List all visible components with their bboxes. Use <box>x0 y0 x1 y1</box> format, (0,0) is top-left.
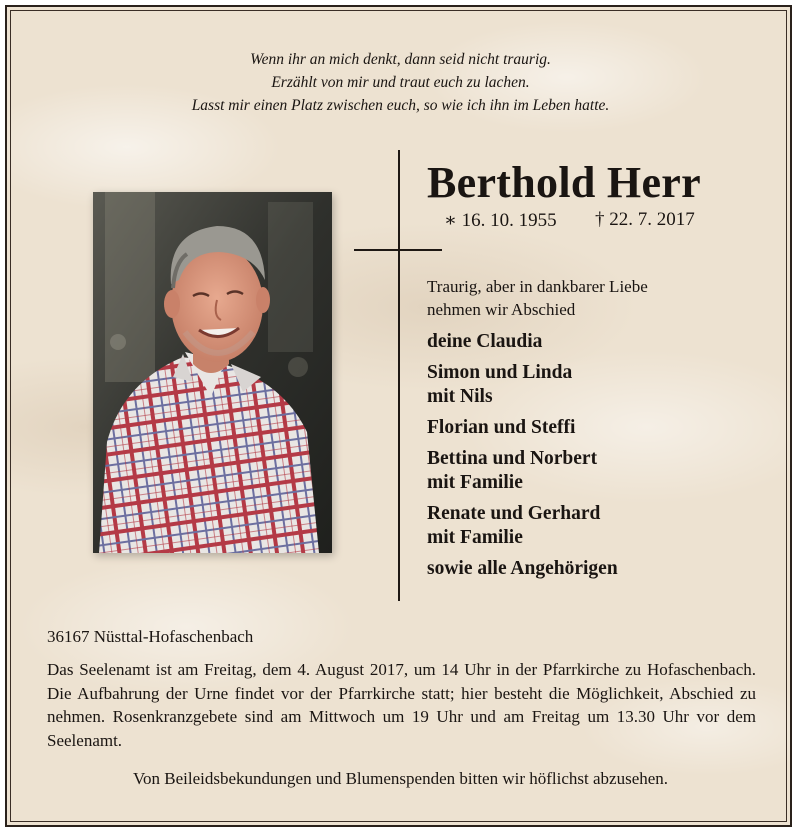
family-entry <box>427 416 618 440</box>
poem-line: Erzählt von mir und traut euch zu lachen. <box>271 74 530 91</box>
family-line: mit Nils <box>427 386 493 407</box>
obituary-card <box>5 5 792 827</box>
portrait-image <box>93 192 332 553</box>
death-date: † 22. 7. 2017 <box>595 209 695 230</box>
family-entry <box>427 361 618 409</box>
family-line: mit Familie <box>427 472 523 493</box>
family-line: deine Claudia <box>427 331 543 352</box>
family-line: Bettina und Norbert <box>427 448 598 469</box>
family-line: Florian und Steffi <box>427 417 576 438</box>
cross-vertical <box>398 150 400 601</box>
intro-text <box>427 275 648 321</box>
birth-date: ∗ 16. 10. 1955 <box>444 210 557 231</box>
family-entry <box>427 330 618 354</box>
poem <box>7 48 794 117</box>
service-notice: Das Seelenamt ist am Freitag, dem 4. August 2017, um 14 Uhr in der Pfarrkirche zu Hofaschenbach. Die Aufbahrung der Urne findet vor der Pfarrkirche statt; hier besteht die Möglichkeit, Abschied zu nehmen. Rosenkranzgebete sind am Mittwoch um 19 Uhr und am Freitag um 13.30 Uhr vor dem Seelenamt. <box>47 660 756 750</box>
address: 36167 Nüsttal-Hofaschenbach <box>47 627 254 646</box>
family-line: sowie alle Angehörigen <box>427 558 618 579</box>
cross-horizontal <box>354 249 442 251</box>
family-entry <box>427 447 618 495</box>
family-list <box>427 330 618 588</box>
family-line: Renate und Gerhard <box>427 503 601 524</box>
deceased-name: Berthold Herr <box>427 158 701 207</box>
family-entry <box>427 557 618 581</box>
family-line: Simon und Linda <box>427 362 573 383</box>
poem-line: Wenn ihr an mich denkt, dann seid nicht traurig. <box>250 51 551 68</box>
family-line: mit Familie <box>427 527 523 548</box>
intro-line: nehmen wir Abschied <box>427 300 576 319</box>
intro-line: Traurig, aber in dankbarer Liebe <box>427 277 648 296</box>
closing-note: Von Beileidsbekundungen und Blumenspenden bitten wir höflichst abzusehen. <box>132 769 669 788</box>
portrait-photo <box>93 192 332 553</box>
poem-line: Lasst mir einen Platz zwischen euch, so wie ich ihn im Leben hatte. <box>191 97 610 114</box>
family-entry <box>427 502 618 550</box>
